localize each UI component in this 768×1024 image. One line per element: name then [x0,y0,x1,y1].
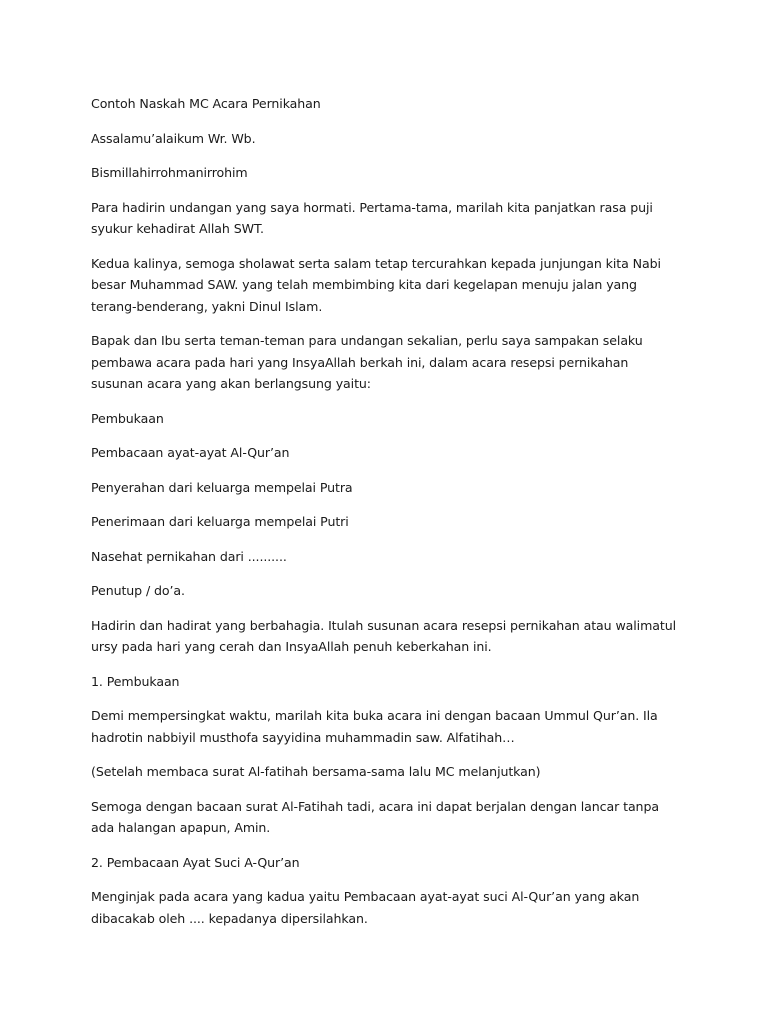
agenda-item: Nasehat pernikahan dari .......... [91,548,287,564]
basmalah: Bismillahirrohmanirrohim [91,165,248,180]
paragraph-agenda-closing: Hadirin dan hadirat yang berbahagia. Itulah susunan acara resepsi pernikahan atau walimatul ursy pada hari yang cerah dan InsyaAllah penuh keberkahan ini. [91,617,676,654]
agenda-item: Penerimaan dari keluarga mempelai Putri [91,514,349,529]
document-body [91,93,681,942]
document-title: Contoh Naskah MC Acara Pernikahan [91,96,321,111]
paragraph-sholawat: Kedua kalinya, semoga sholawat serta salam tetap tercurahkan kepada junjungan kita Nabi besar Muhammad SAW. yang telah membimbing kita dari kegelapan menuju jalan yang terang-benderang, yakni Dinul Islam. [91,255,661,314]
paragraph-note: (Setelah membaca surat Al-fatihah bersama-sama lalu MC melanjutkan) [91,764,541,779]
section-heading: 1. Pembukaan [91,673,180,689]
paragraph-opening-gratitude: Para hadirin undangan yang saya hormati. Pertama-tama, marilah kita panjatkan rasa puji syukur kehadirat Allah SWT. [91,199,653,236]
agenda-item: Penutup / do’a. [91,583,185,598]
paragraph-prayer: Semoga dengan bacaan surat Al-Fatihah tadi, acara ini dapat berjalan dengan lancar tanpa ada halangan apapun, Amin. [91,798,659,835]
agenda-item: Penyerahan dari keluarga mempelai Putra [91,479,353,495]
paragraph-agenda-intro: Bapak dan Ibu serta teman-teman para undangan sekalian, perlu saya sampakan selaku pembawa acara pada hari yang InsyaAllah berkah ini, dalam acara resepsi pernikahan susunan acara yang akan berlangsung yaitu: [91,333,643,391]
agenda-item: Pembacaan ayat-ayat Al-Qur’an [91,445,290,460]
paragraph-quran-reading: Menginjak pada acara yang kadua yaitu Pembacaan ayat-ayat suci Al-Qur’an yang akan dibacakab oleh .... kepadanya dipersilahkan. [91,889,640,926]
agenda-item: Pembukaan [91,410,164,426]
greeting: Assalamu’alaikum Wr. Wb. [91,130,256,146]
section-heading: 2. Pembacaan Ayat Suci A-Qur’an [91,854,300,870]
paragraph-al-fatihah: Demi mempersingkat waktu, marilah kita buka acara ini dengan bacaan Ummul Qur’an. Ila hadrotin nabbiyil musthofa sayyidina muhammadin saw. Alfatihah… [91,708,658,745]
